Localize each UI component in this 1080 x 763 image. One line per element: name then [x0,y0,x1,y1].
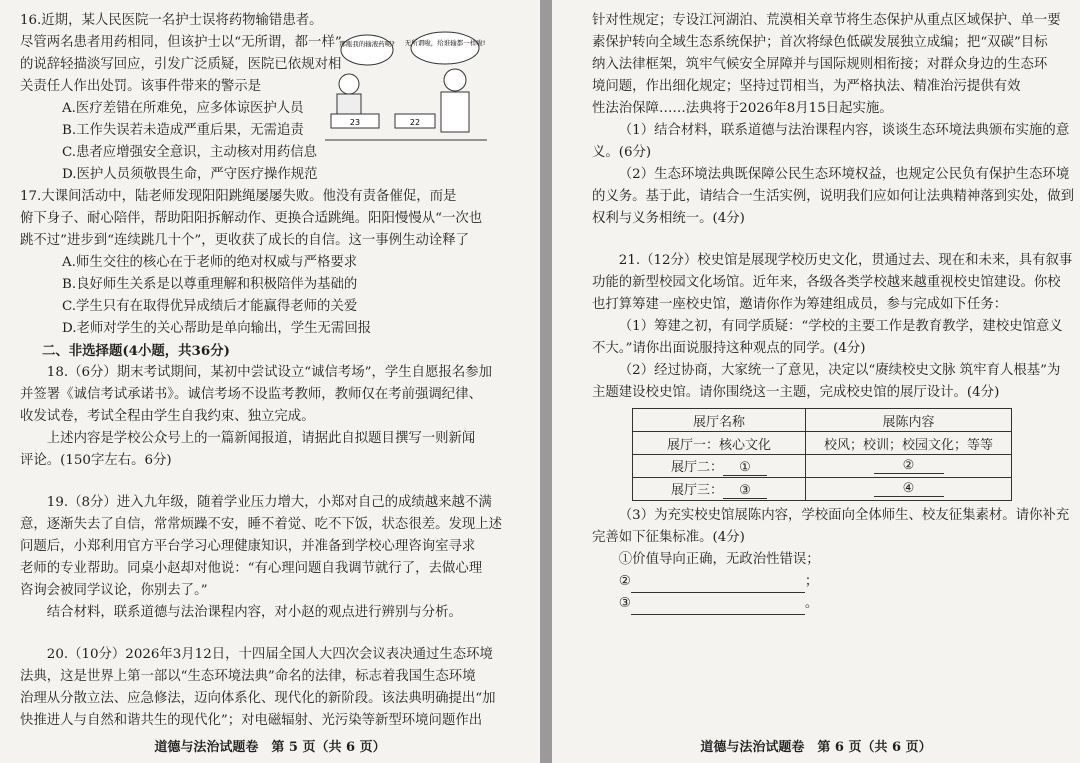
exam-page-6 [552,0,1080,763]
table-cell [633,455,806,478]
standard-3-blank[interactable] [631,600,805,615]
q20-cont-line: 境问题，作出细化规定；坚持过罚相当，为严格执法、精准治污提供有效 [592,79,1021,94]
q16-line: 关责任人作出处罚。该事件带来的警示是 [20,79,262,94]
bed-2-number: 22 [409,118,421,127]
q21-sub3-line: 完善如下征集标准。(4分) [592,530,745,545]
blank-1[interactable]: ① [723,460,767,476]
q21-intro-line: 21.（12分）校史馆是展现学校历史文化，贯通过去、现在和未来，具有叙事 [618,253,1073,268]
table-cell: 展厅一：核心文化 [633,432,806,455]
q17-option-b: B.良好师生关系是以尊重理解和积极陪伴为基础的 [62,277,358,292]
q19-line: 19.（8分）进入九年级，随着学业压力增大，小郑对自己的成绩越来越不满 [46,495,492,510]
bubble-text-2: 无所谓啦，给谁输都一样啦! [404,39,486,47]
bed-1-number: 23 [349,118,361,127]
standard-2-number: ② [618,574,631,589]
q16-option-d: D.医护人员须敬畏生命，严守医疗操作规范 [62,167,318,182]
q19-line: 问题后，小郑利用官方平台学习心理健康知识，并准备到学校心理咨询室寻求 [20,539,476,554]
table-row [633,478,1012,501]
q21-sub2-line: （2）经过协商，大家统一了意见，决定以“赓续校史文脉 筑牢育人根基”为 [618,363,1061,378]
q17-line: 17.大课间活动中，陆老师发现阳阳跳绳屡屡失败。他没有责备催促，而是 [20,189,457,204]
q20-line: 快推进人与自然和谐共生的现代化”；对电磁辐射、光污染等新型环境问题作出 [20,713,483,728]
q19-line: 意，逐渐失去了自信，常常烦躁不安，睡不着觉、吃不下饭，状态很差。发现上述 [20,517,503,532]
q19-line: 咨询会被同学议论，你别去了。” [20,583,208,598]
q20-cont-line: 针对性规定；专设江河湖泊、荒漠相关章节将生态保护从重点区域保护、单一要 [592,13,1061,28]
section-2-heading: 二、非选择题(4小题，共36分) [42,343,230,359]
q16-line: 16.近期，某人民医院一名护士误将药物输错患者。 [20,13,323,28]
patient-figure [337,74,361,114]
q18-line: 18.（6分）期末考试期间，某初中尝试设立“诚信考场”，学生自愿报名参加 [46,365,493,380]
standard-2-blank[interactable] [631,578,805,593]
q20-sub2-line: 的义务。基于此，请结合一生活实例，说明我们应如何让法典精神落到实处，做到 [592,189,1075,204]
standard-2 [592,571,1064,593]
question-20 [20,644,522,732]
hall-3-label: 展厅三： [670,483,723,498]
blank-2[interactable]: ② [874,458,944,474]
standard-3-punct: 。 [804,596,819,611]
q16-option-a: A.医疗差错在所难免，应多体谅医护人员 [62,101,304,116]
standard-3 [592,593,1064,615]
table-header: 展厅名称 [633,409,806,432]
exhibition-hall-table [632,408,1012,501]
question-20-continued [592,10,1075,230]
q21-sub1-line: 不大。”请你出面说服持这种观点的同学。(4分) [592,341,866,356]
q20-line: 治理从分散立法、应急修法，迈向体系化、现代化的新阶段。该法典明确提出“加 [20,691,496,706]
q17-option-c: C.学生只有在取得优异成绩后才能赢得老师的关爱 [62,299,358,314]
q20-sub2-line: （2）生态环境法典既保障公民生态环境权益，也规定公民负有保护生态环境 [618,167,1070,182]
q19-line: 结合材料，联系道德与法治课程内容，对小赵的观点进行辨别与分析。 [46,605,462,620]
table-header-row [633,409,1012,432]
q17-option-d: D.老师对学生的关心帮助是单向输出，学生无需回报 [62,321,372,336]
table-cell [633,478,806,501]
q20-line: 法典，这是世界上第一部以“生态环境法典”命名的法律，标志着我国生态环境 [20,669,476,684]
q20-sub1-line: 义。(6分) [592,145,652,160]
standard-3-number: ③ [618,596,631,611]
q21-intro-line: 也打算筹建一座校史馆，邀请你作为筹建组成员，参与完成如下任务： [592,297,1008,312]
table-cell [806,478,1012,501]
q16-option-c: C.患者应增强安全意识，主动核对用药信息 [62,145,318,160]
bubble-text-1: 那瓶我的输液药呢? [339,40,395,48]
table-header: 展陈内容 [806,409,1012,432]
q20-cont-line: 纳入法律框架，筑牢气候安全屏障并与国际规则相衔接；对群众身边的生态环 [592,57,1048,72]
hall-2-label: 展厅二： [670,460,723,475]
question-18 [20,362,522,472]
q16-line: 的说辞轻描淡写回应，引发广泛质疑，医院已依规对相 [20,57,342,72]
standard-2-punct: ； [804,574,819,589]
table-row [633,455,1012,478]
page-6-footer: 道德与法治试题卷 第 6 页（共 6 页） [700,740,932,755]
q18-line: 上述内容是学校公众号上的一篇新闻报道，请据此自拟题目撰写一则新闻 [46,431,476,446]
q17-line: 俯下身子、耐心陪伴，帮助阳阳拆解动作、更换合适跳绳。阳阳慢慢从“一次也 [20,211,483,226]
question-19 [20,492,522,624]
page-5-footer: 道德与法治试题卷 第 5 页（共 6 页） [154,740,386,755]
blank-4[interactable]: ④ [874,481,944,497]
q18-line: 评论。(150字左右。6分) [20,453,172,468]
q20-cont-line: 性法治保障……法典将于2026年8月15日起实施。 [592,101,893,116]
nurse-figure [441,69,469,132]
q20-sub2-line: 权利与义务相统一。(4分) [592,211,745,226]
q17-line: 跳不过”进步到“连续跳几十个”，更收获了成长的自信。这一事例生动诠释了 [20,233,470,248]
q20-cont-line: 素保护转向全域生态系统保护；首次将绿色低碳发展独立成编；把“双碳”目标 [592,35,1048,50]
q19-line: 老师的专业帮助。同桌小赵却对他说：“有心理问题自我调节就行了，去做心理 [20,561,483,576]
q20-line: 20.（10分）2026年3月12日，十四届全国人大四次会议表决通过生态环境 [46,647,493,662]
nurse-cartoon-illustration [325,30,487,146]
table-cell: 校风；校训；校园文化；等等 [806,432,1012,455]
q17-option-a: A.师生交往的核心在于老师的绝对权威与严格要求 [62,255,358,270]
question-17 [20,186,522,340]
q20-sub1-line: （1）结合材料，联系道德与法治课程内容，谈谈生态环境法典颁布实施的意 [618,123,1070,138]
standard-1: ①价值导向正确，无政治性错误； [618,552,820,567]
table-cell [806,455,1012,478]
q21-sub3-line: （3）为充实校史馆展陈内容，学校面向全体师生、校友征集素材。请你补充 [618,508,1070,523]
q18-line: 并签署《诚信考试承诺书》。诚信考场不设监考教师，教师仅在考前强调纪律、 [20,387,482,402]
q21-intro-line: 功能的新型校园文化场馆。近年来，各级各类学校越来越重视校史馆建设。你校 [592,275,1061,290]
q21-sub1-line: （1）筹建之初，有同学质疑：“学校的主要工作是教育教学，建校史馆意义 [618,319,1063,334]
q16-line: 尽管两名患者用药相同，但该护士以“无所谓，都一样” [20,35,342,50]
q18-line: 收发试卷，考试全程由学生自我约束、独立完成。 [20,409,315,424]
question-21 [592,250,1073,615]
blank-3[interactable]: ③ [723,483,767,499]
q16-option-b: B.工作失误若未造成严重后果，无需追责 [62,123,304,138]
q21-sub2-line: 主题建设校史馆。请你围绕这一主题，完成校史馆的展厅设计。(4分) [592,385,1000,400]
table-row [633,432,1012,455]
